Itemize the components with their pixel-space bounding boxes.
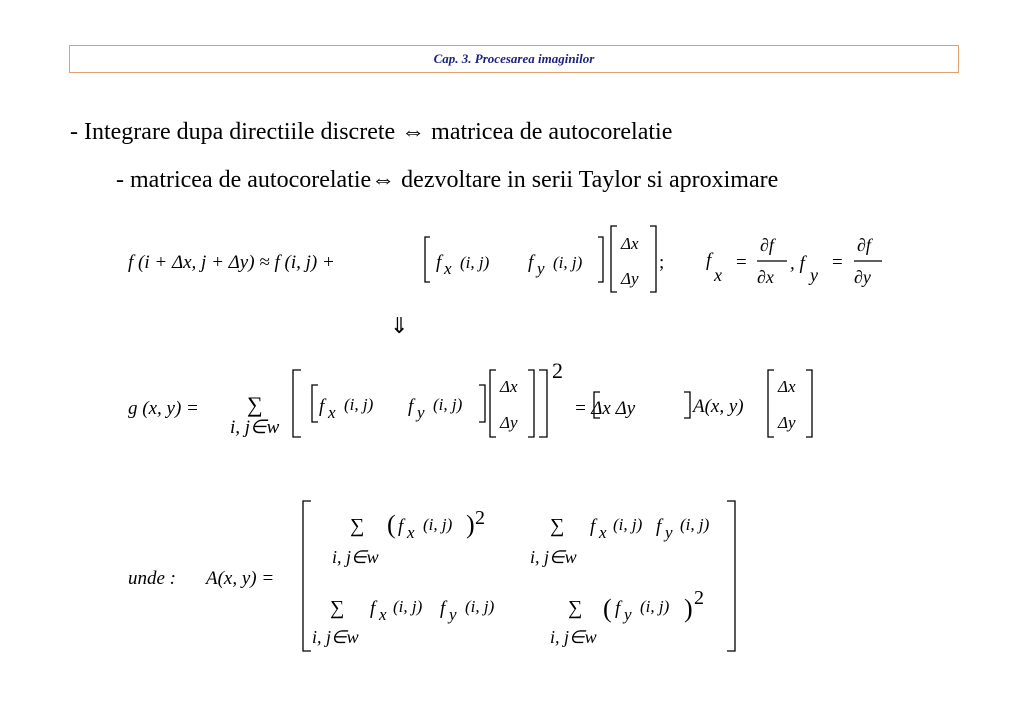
g-sum-symbol: ∑ [247,392,263,417]
fy-sub: y [537,259,545,278]
a21-args1: (i, j) [393,597,423,616]
a22-sub: y [624,605,632,624]
g-fy-sub: y [417,403,425,422]
A-bracket-right [727,501,735,651]
unde-label: unde : [128,568,177,589]
a22-paren-l: ( [603,594,612,623]
fx-def-f: f [706,250,712,271]
a11-sum: ∑ [350,515,365,537]
a11-sub: x [407,523,415,542]
frac1-num: ∂f [760,235,774,255]
g-rhs-dy: Δy [778,413,796,432]
g-col-bracket-left [490,370,496,437]
a21-sub1: x [379,605,387,624]
g-rhs-row: = Δx Δy [574,398,636,419]
fx-def-sub: x [714,265,722,285]
semicolon: ; [659,252,665,273]
a21-sub2: y [449,605,457,624]
g-col-dx: Δx [500,377,518,396]
fx-sub: x [444,259,452,278]
a12-sub2: y [665,523,673,542]
a12-args2: (i, j) [680,515,710,534]
g-row-bracket-right [479,385,485,422]
row-bracket-left [425,237,430,282]
row-bracket-right [598,237,603,282]
g-fy-args: (i, j) [433,395,463,414]
a11-paren-r: ) [466,510,475,539]
header-title: Cap. 3. Procesarea imaginilor [433,51,595,66]
taylor-equation [128,226,882,292]
taylor-lhs: f (i + Δx, j + Δy) ≈ f (i, j) + [128,252,335,273]
g-equation [128,358,812,438]
a12-sum: ∑ [550,515,565,537]
a21-f1: f [370,598,376,619]
col-bracket-right [650,226,656,292]
fy-args: (i, j) [553,253,583,272]
a22-index: i, j∈w [550,627,597,647]
g-rhs-bracket-right [684,392,690,418]
a11-exp: 2 [475,507,485,529]
g-rhs-col-left [768,370,774,437]
a11-index: i, j∈w [332,547,379,567]
big-bracket-left [293,370,301,437]
a22-sum: ∑ [568,597,583,619]
g-fx-sub: x [328,403,336,422]
g-exponent: 2 [552,358,563,383]
g-fx-f: f [319,396,325,417]
frac2-num: ∂f [857,235,871,255]
implies-arrow: ⇓ [390,313,409,338]
a22-paren-r: ) [684,594,693,623]
a12-args1: (i, j) [613,515,643,534]
g-fx-args: (i, j) [344,395,374,414]
A-bracket-left [303,501,311,651]
col-bracket-left [611,226,617,292]
a21-sum: ∑ [330,597,345,619]
g-col-dy: Δy [500,413,518,432]
a12-sub1: x [599,523,607,542]
a21-f2: f [440,598,446,619]
A-matrix-equation [128,501,735,651]
fy-def-eq: = [832,252,843,273]
a22-f: f [615,598,621,619]
a12-f1: f [590,516,596,537]
g-fy-f: f [408,396,414,417]
g-rhs-col-right [806,370,812,437]
g-row-bracket-left [312,385,318,422]
bullet-line-1: - Integrare dupa directiile discrete ⇔ matricea de autocorelatie [70,119,673,145]
fy-def-f: , f [790,253,805,274]
A-lhs: A(x, y) = [206,568,275,589]
g-sum-index: i, j∈w [230,417,280,438]
a22-args: (i, j) [640,597,670,616]
a21-index: i, j∈w [312,627,359,647]
g-lhs: g (x, y) = [128,398,199,419]
a11-paren-l: ( [387,510,396,539]
fy-def-sub: y [810,265,818,285]
fy-f: f [528,252,534,273]
frac2-den: ∂y [854,267,871,287]
g-rhs-dx: Δx [778,377,796,396]
a21-args2: (i, j) [465,597,495,616]
a12-f2: f [656,516,662,537]
a12-index: i, j∈w [530,547,577,567]
big-bracket-right [539,370,547,437]
a22-exp: 2 [694,587,704,609]
g-col-bracket-right [528,370,534,437]
col-dx: Δx [621,234,639,253]
a11-args: (i, j) [423,515,453,534]
col-dy: Δy [621,269,639,288]
bullet-line-2: - matricea de autocorelatie⇔ dezvoltare in serii Taylor si aproximare [116,167,779,193]
fx-args: (i, j) [460,253,490,272]
g-rhs-A: A(x, y) [693,396,744,417]
frac1-den: ∂x [757,267,774,287]
fx-f: f [436,252,442,273]
fx-def-eq: = [736,252,747,273]
a11-f: f [398,516,404,537]
